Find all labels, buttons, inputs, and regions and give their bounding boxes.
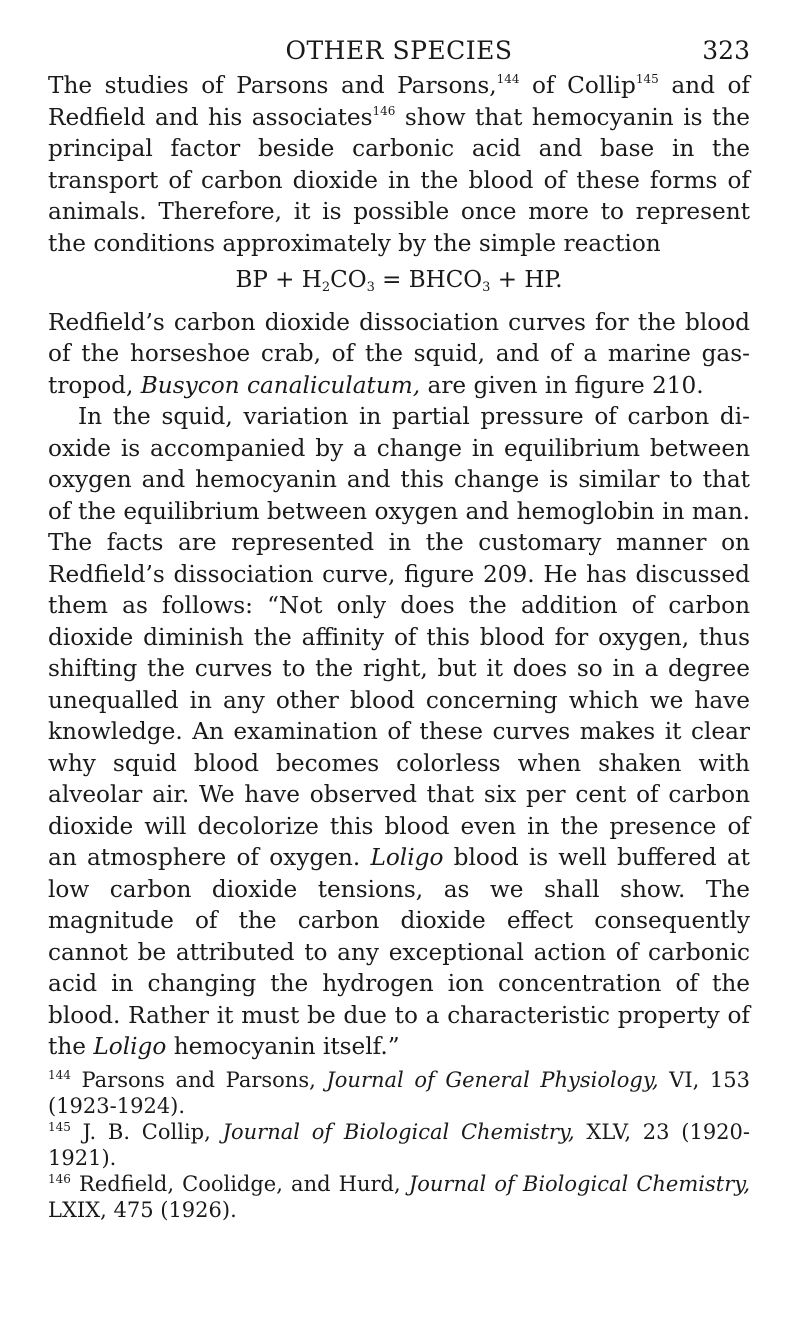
footnote-number: 144 <box>48 1067 71 1082</box>
equation-part-b: CO <box>330 267 367 293</box>
para3-text-1: In the squid, variation in partial pressure of carbon dioxide is accompanied by a change in equilibrium between oxygen and hemocyanin and this change is similar to that of the equilibrium between oxygen and hemoglobin in man. The facts are represented in the customary manner on Redfield’s dissociation curve, figure 209. He has discussed them as follows: “Not only does the addition of carbon dioxide diminish the affinity of this blood for oxygen, thus shifting the curves to the right, but it does so in a degree unequalled in any other blood concerning which we have knowledge. An examination of these curves makes it clear why squid blood becomes colorless when shaken with alveolar air. We have observed that six per cent of carbon dioxide will decolorize this blood even in the presence of an atmosphere of oxygen. <box>48 403 750 871</box>
para2-text-1: Redfield’s carbon dioxide dissociation curves for the blood of the horseshoe crab, of the squid, and of a marine gastropod, <box>48 308 750 399</box>
genus-name-loligo-2: Loligo <box>93 1033 167 1060</box>
paragraph-2 <box>48 307 750 402</box>
page-header <box>48 0 750 70</box>
footnotes <box>48 1067 750 1223</box>
equation-sub-2: 3 <box>366 280 375 295</box>
para3-text-2: blood is well buffered at low carbon dioxide tensions, as we shall show. The magnitude of the carbon dioxide effect consequently cannot be attributed to any exceptional action of carbonic acid in changing the hydrogen ion concentration of the blood. Rather it must be due to a characteristic property of the <box>48 844 751 1060</box>
footnote-144 <box>48 1067 750 1119</box>
footnote-citation: VI, 153 (1923-1924). <box>48 1067 750 1118</box>
footnote-ref-144: 144 <box>496 72 520 86</box>
para3-text-3: hemocyanin itself.” <box>166 1033 400 1060</box>
species-name-busycon: Busycon canaliculatum, <box>140 371 421 399</box>
footnote-text: Redfield, Coolidge, and Hurd, <box>70 1171 409 1196</box>
footnote-text: J. B. Collip, <box>70 1119 223 1144</box>
para1-text-2: of Collip <box>519 72 636 99</box>
genus-name-loligo-1: Loligo <box>370 844 444 871</box>
para1-text-3: and of Redfield and his associates <box>48 72 751 131</box>
running-head: OTHER SPECIES <box>285 36 513 65</box>
page-number: 323 <box>702 36 750 65</box>
equation-part-c: = BHCO <box>374 267 483 293</box>
footnote-ref-146: 146 <box>372 103 396 118</box>
journal-title: Journal of Biological Chemistry, <box>408 1171 750 1196</box>
equation-part-d: + HP. <box>490 267 563 293</box>
para1-text-4: show that hemocyanin is the principal factor beside carbonic acid and base in the transport of carbon dioxide in the blood of these forms of animals. Therefore, it is possible once more to represent the conditions approximately by the simple reaction <box>48 103 750 257</box>
para1-text-1: The studies of Parsons and Parsons, <box>48 72 497 99</box>
footnote-citation: LXIX, 475 (1926). <box>48 1197 237 1222</box>
equation-sub-1: 2 <box>321 280 331 295</box>
paragraph-3 <box>48 401 750 1063</box>
para2-text-2: are given in figure 210. <box>420 371 704 399</box>
footnote-number: 146 <box>48 1171 71 1186</box>
footnote-ref-145: 145 <box>635 72 659 86</box>
footnote-citation: XLV, 23 (1920-1921). <box>48 1119 751 1170</box>
journal-title: Journal of General Physiology, <box>326 1067 659 1092</box>
chemical-equation <box>48 265 750 297</box>
footnote-145 <box>48 1119 750 1171</box>
equation-sub-3: 3 <box>482 280 491 295</box>
paragraph-1 <box>48 70 750 259</box>
journal-title: Journal of Biological Chemistry, <box>222 1119 575 1144</box>
footnote-146 <box>48 1171 750 1223</box>
equation-part-a: BP + H <box>235 267 322 293</box>
footnote-number: 145 <box>48 1119 71 1134</box>
footnote-text: Parsons and Parsons, <box>70 1067 327 1092</box>
body-text <box>48 70 750 1063</box>
